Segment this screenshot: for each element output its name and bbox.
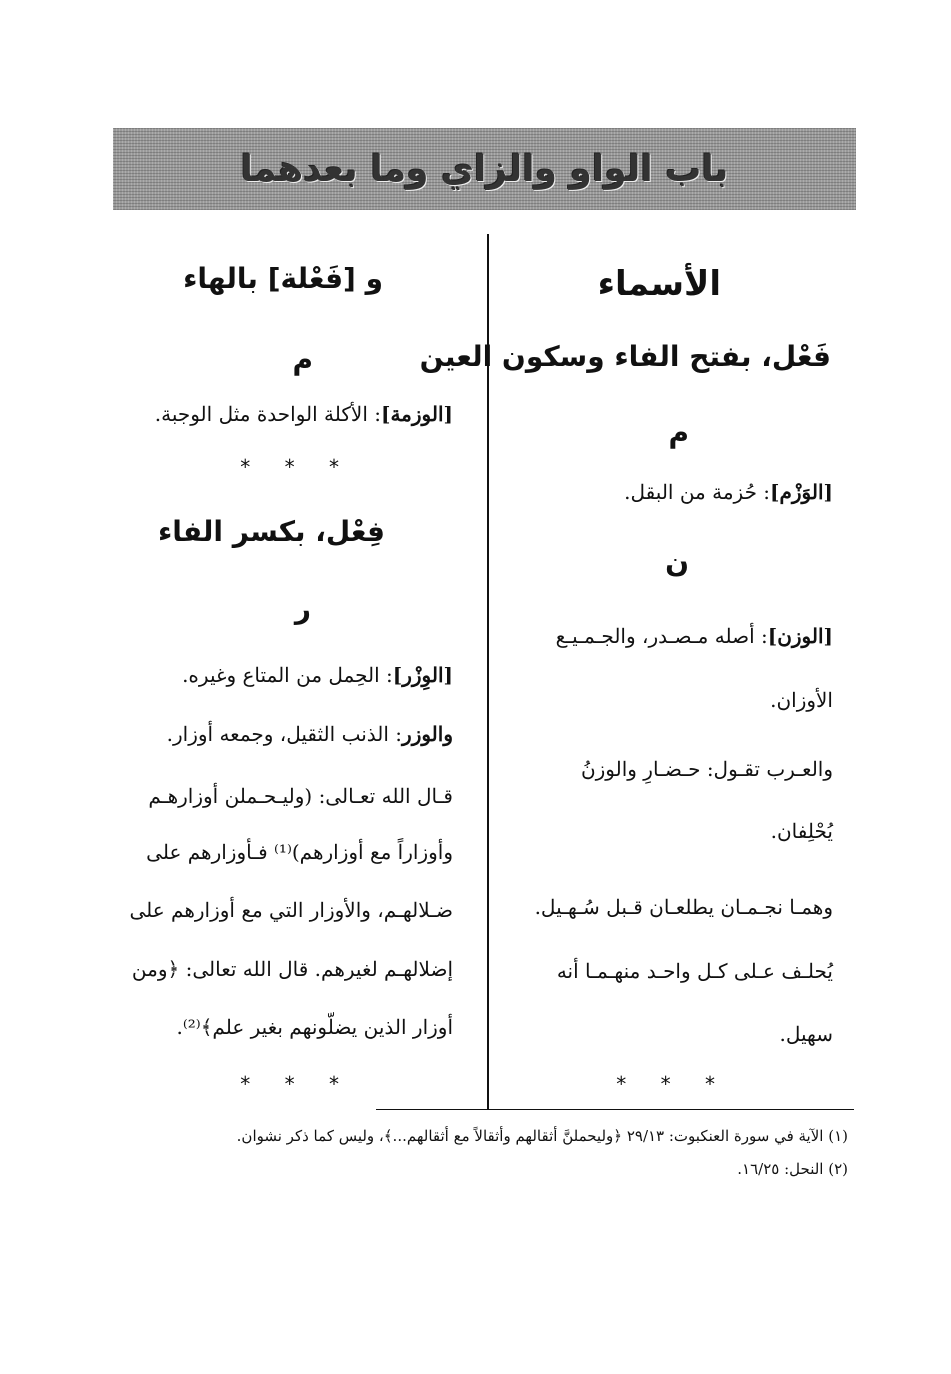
quran-line-1: قـال الله تعـالى: (وليـحـملن أوزارهـم (148, 784, 453, 808)
letter-heading-mim: م (292, 343, 313, 376)
arab-saying-line-1: والعـرب تقـول: حـضـارِ والوزنُ (580, 757, 833, 781)
arab-saying-line-2: يُحْلِفان. (770, 819, 833, 843)
chapter-title: باب الواو والزاي وما بعدهما (240, 148, 729, 190)
entry-wizr-2 (167, 722, 453, 746)
entry-wazn-cont: الأوزان. (770, 688, 833, 712)
footnote-rule (376, 1109, 854, 1110)
pattern-heading-fal: فَعْل، بفتح الفاء وسكون العين (419, 340, 831, 373)
quran-line-3: ضـلالهـم، والأوزار التي مع أوزارهم على (129, 898, 453, 922)
entry-definition: : الأكلة الواحدة مثل الوجبة. (154, 402, 381, 426)
entry-definition: : الحِمل من المتاع وغيره. (182, 663, 393, 687)
entry-definition: : أصله مـصـدر، والجـمـيـع (555, 624, 768, 648)
entry-wazn (556, 624, 833, 648)
stars-line-1: وهمـا نجـمـان يطلعـان قـبل سُـهـيل. (534, 895, 833, 919)
entry-term: [الوزن] (767, 624, 833, 648)
separator-stars: * * * (240, 455, 353, 479)
quran-line-2: وأوزاراً مع أوزارهم)⁽¹⁾ فـأوزارهم على (146, 840, 453, 864)
quran-line-4: إضلالهـم لغيرهم. قال الله تعالى: ﴿ومن (131, 957, 453, 981)
chapter-banner (113, 128, 856, 210)
stars-line-3: سهيل. (779, 1022, 833, 1046)
footnote-1: (١) الآية في سورة العنكبوت: ٢٩/١٣ ﴿وليحملنَّ أثقالهم وأثقالاً مع أثقالهم...﴾، وليس كما ذكر نشوان. (236, 1127, 848, 1145)
entry-wazma (155, 402, 453, 426)
letter-heading-ra: ر (294, 592, 311, 625)
letter-heading-mim: م (668, 416, 689, 449)
entry-term: [الوزمة] (380, 402, 453, 426)
footnote-2: (٢) النحل: ١٦/٢٥. (737, 1160, 848, 1178)
entry-wazm (624, 480, 833, 504)
entry-definition: : الذنب الثقيل، وجمعه أوزار. (166, 722, 403, 746)
entry-wizr (182, 663, 453, 687)
separator-stars: * * * (240, 1072, 353, 1096)
pattern-heading-fil: فِعْل، بكسر الفاء (157, 515, 385, 548)
stars-line-2: يُحلـف عـلى كـل واحـد منهـمـا أنه (556, 959, 833, 983)
separator-stars: * * * (616, 1072, 729, 1096)
entry-term: والوزر (402, 722, 453, 746)
quran-line-5: أوزار الذين يضلّونهم بغير علم﴾⁽²⁾. (176, 1015, 453, 1039)
entry-definition: : حُزمة من البقل. (624, 480, 771, 504)
letter-heading-nun: ن (665, 546, 689, 579)
entry-term: [الوِزْر] (392, 663, 453, 687)
entry-term: [الوَزْم] (770, 480, 833, 504)
heading-falah: و [فَعْلة] بالهاء (183, 262, 383, 295)
section-title: الأسماء (597, 264, 721, 304)
